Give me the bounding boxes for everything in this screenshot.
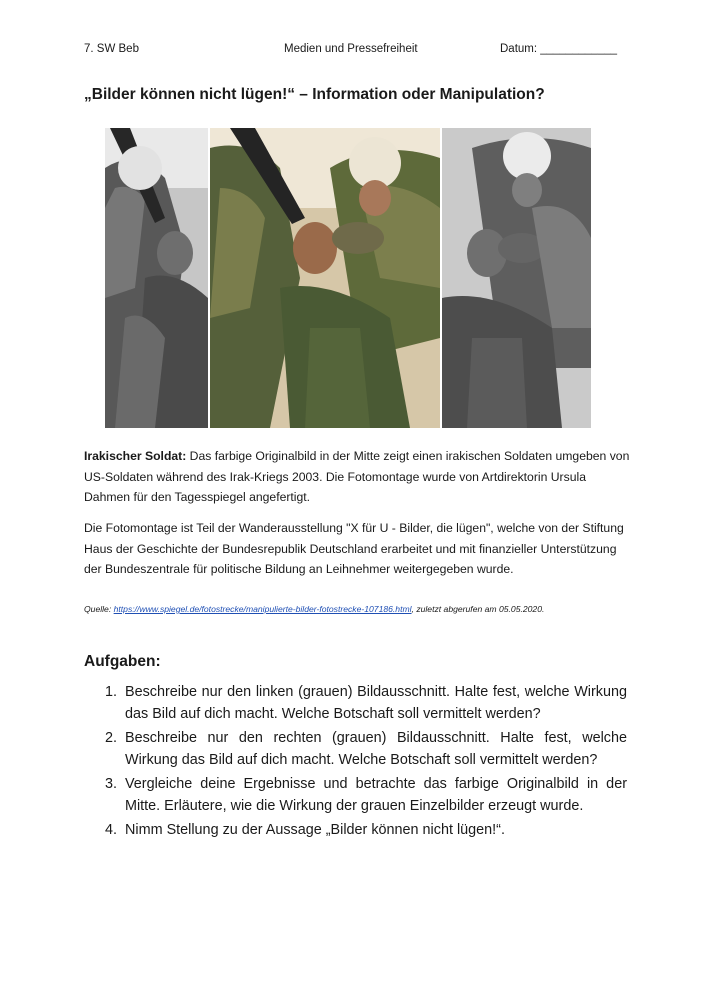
task-item xyxy=(105,819,627,841)
caption-text: Das farbige Originalbild in der Mitte zeigt einen irakischen Soldaten umgeben von US-Soldaten während des Irak-Kriegs 2003. Die Fotomontage wurde von Artdirektorin Ursula Dahmen für den Tagesspiegel angefertigt. xyxy=(84,449,630,504)
photo-center-original xyxy=(210,128,440,428)
task-number: 3. xyxy=(105,776,118,792)
exhibition-paragraph: Die Fotomontage ist Teil der Wanderausstellung "X für U - Bilder, die lügen", welche von der Stiftung Haus der Geschichte der Bundesrepublik Deutschland erarbeitet und mit finanzieller Unterstützung der Bundeszentrale für politische Bildung an Leihnehmer weitergegeben wurde. xyxy=(84,521,624,576)
task-number: 2. xyxy=(105,730,118,746)
photo-left-gray xyxy=(105,128,208,428)
tasks-heading: Aufgaben: xyxy=(84,653,161,670)
source-citation xyxy=(84,604,544,614)
task-number: 1. xyxy=(105,684,118,700)
task-item xyxy=(105,681,627,725)
caption-label: Irakischer Soldat: xyxy=(84,449,187,463)
photo-montage xyxy=(105,128,591,428)
task-list xyxy=(105,681,627,843)
subject-label: Medien und Pressefreiheit xyxy=(284,43,418,55)
image-caption xyxy=(84,446,632,508)
task-text: Beschreibe nur den rechten (grauen) Bildausschnitt. Halte fest, welche Wirkung das Bild auf dich macht. Welche Botschaft soll vermittelt werden? xyxy=(125,730,627,768)
task-text: Vergleiche deine Ergebnisse und betrachte das farbige Originalbild in der Mitte. Erläutere, wie die Wirkung der grauen Einzelbilder erzeugt wurde. xyxy=(125,776,627,814)
task-item xyxy=(105,727,627,771)
class-label: 7. SW Beb xyxy=(84,43,139,55)
source-link[interactable]: https://www.spiegel.de/fotostrecke/manipulierte-bilder-fotostrecke-107186.html xyxy=(113,604,412,614)
page-header xyxy=(84,43,624,59)
task-text: Nimm Stellung zu der Aussage „Bilder können nicht lügen!“. xyxy=(125,822,505,838)
date-field: Datum: ____________ xyxy=(500,43,618,55)
photo-right-gray xyxy=(442,128,591,428)
source-suffix: , zuletzt abgerufen am 05.05.2020. xyxy=(411,604,545,614)
source-prefix: Quelle: xyxy=(84,604,114,614)
task-text: Beschreibe nur den linken (grauen) Bildausschnitt. Halte fest, welche Wirkung das Bild auf dich macht. Welche Botschaft soll vermittelt werden? xyxy=(125,684,627,722)
task-number: 4. xyxy=(105,822,118,838)
task-item xyxy=(105,773,627,817)
worksheet-title: „Bilder können nicht lügen!“ – Information oder Manipulation? xyxy=(84,86,545,103)
